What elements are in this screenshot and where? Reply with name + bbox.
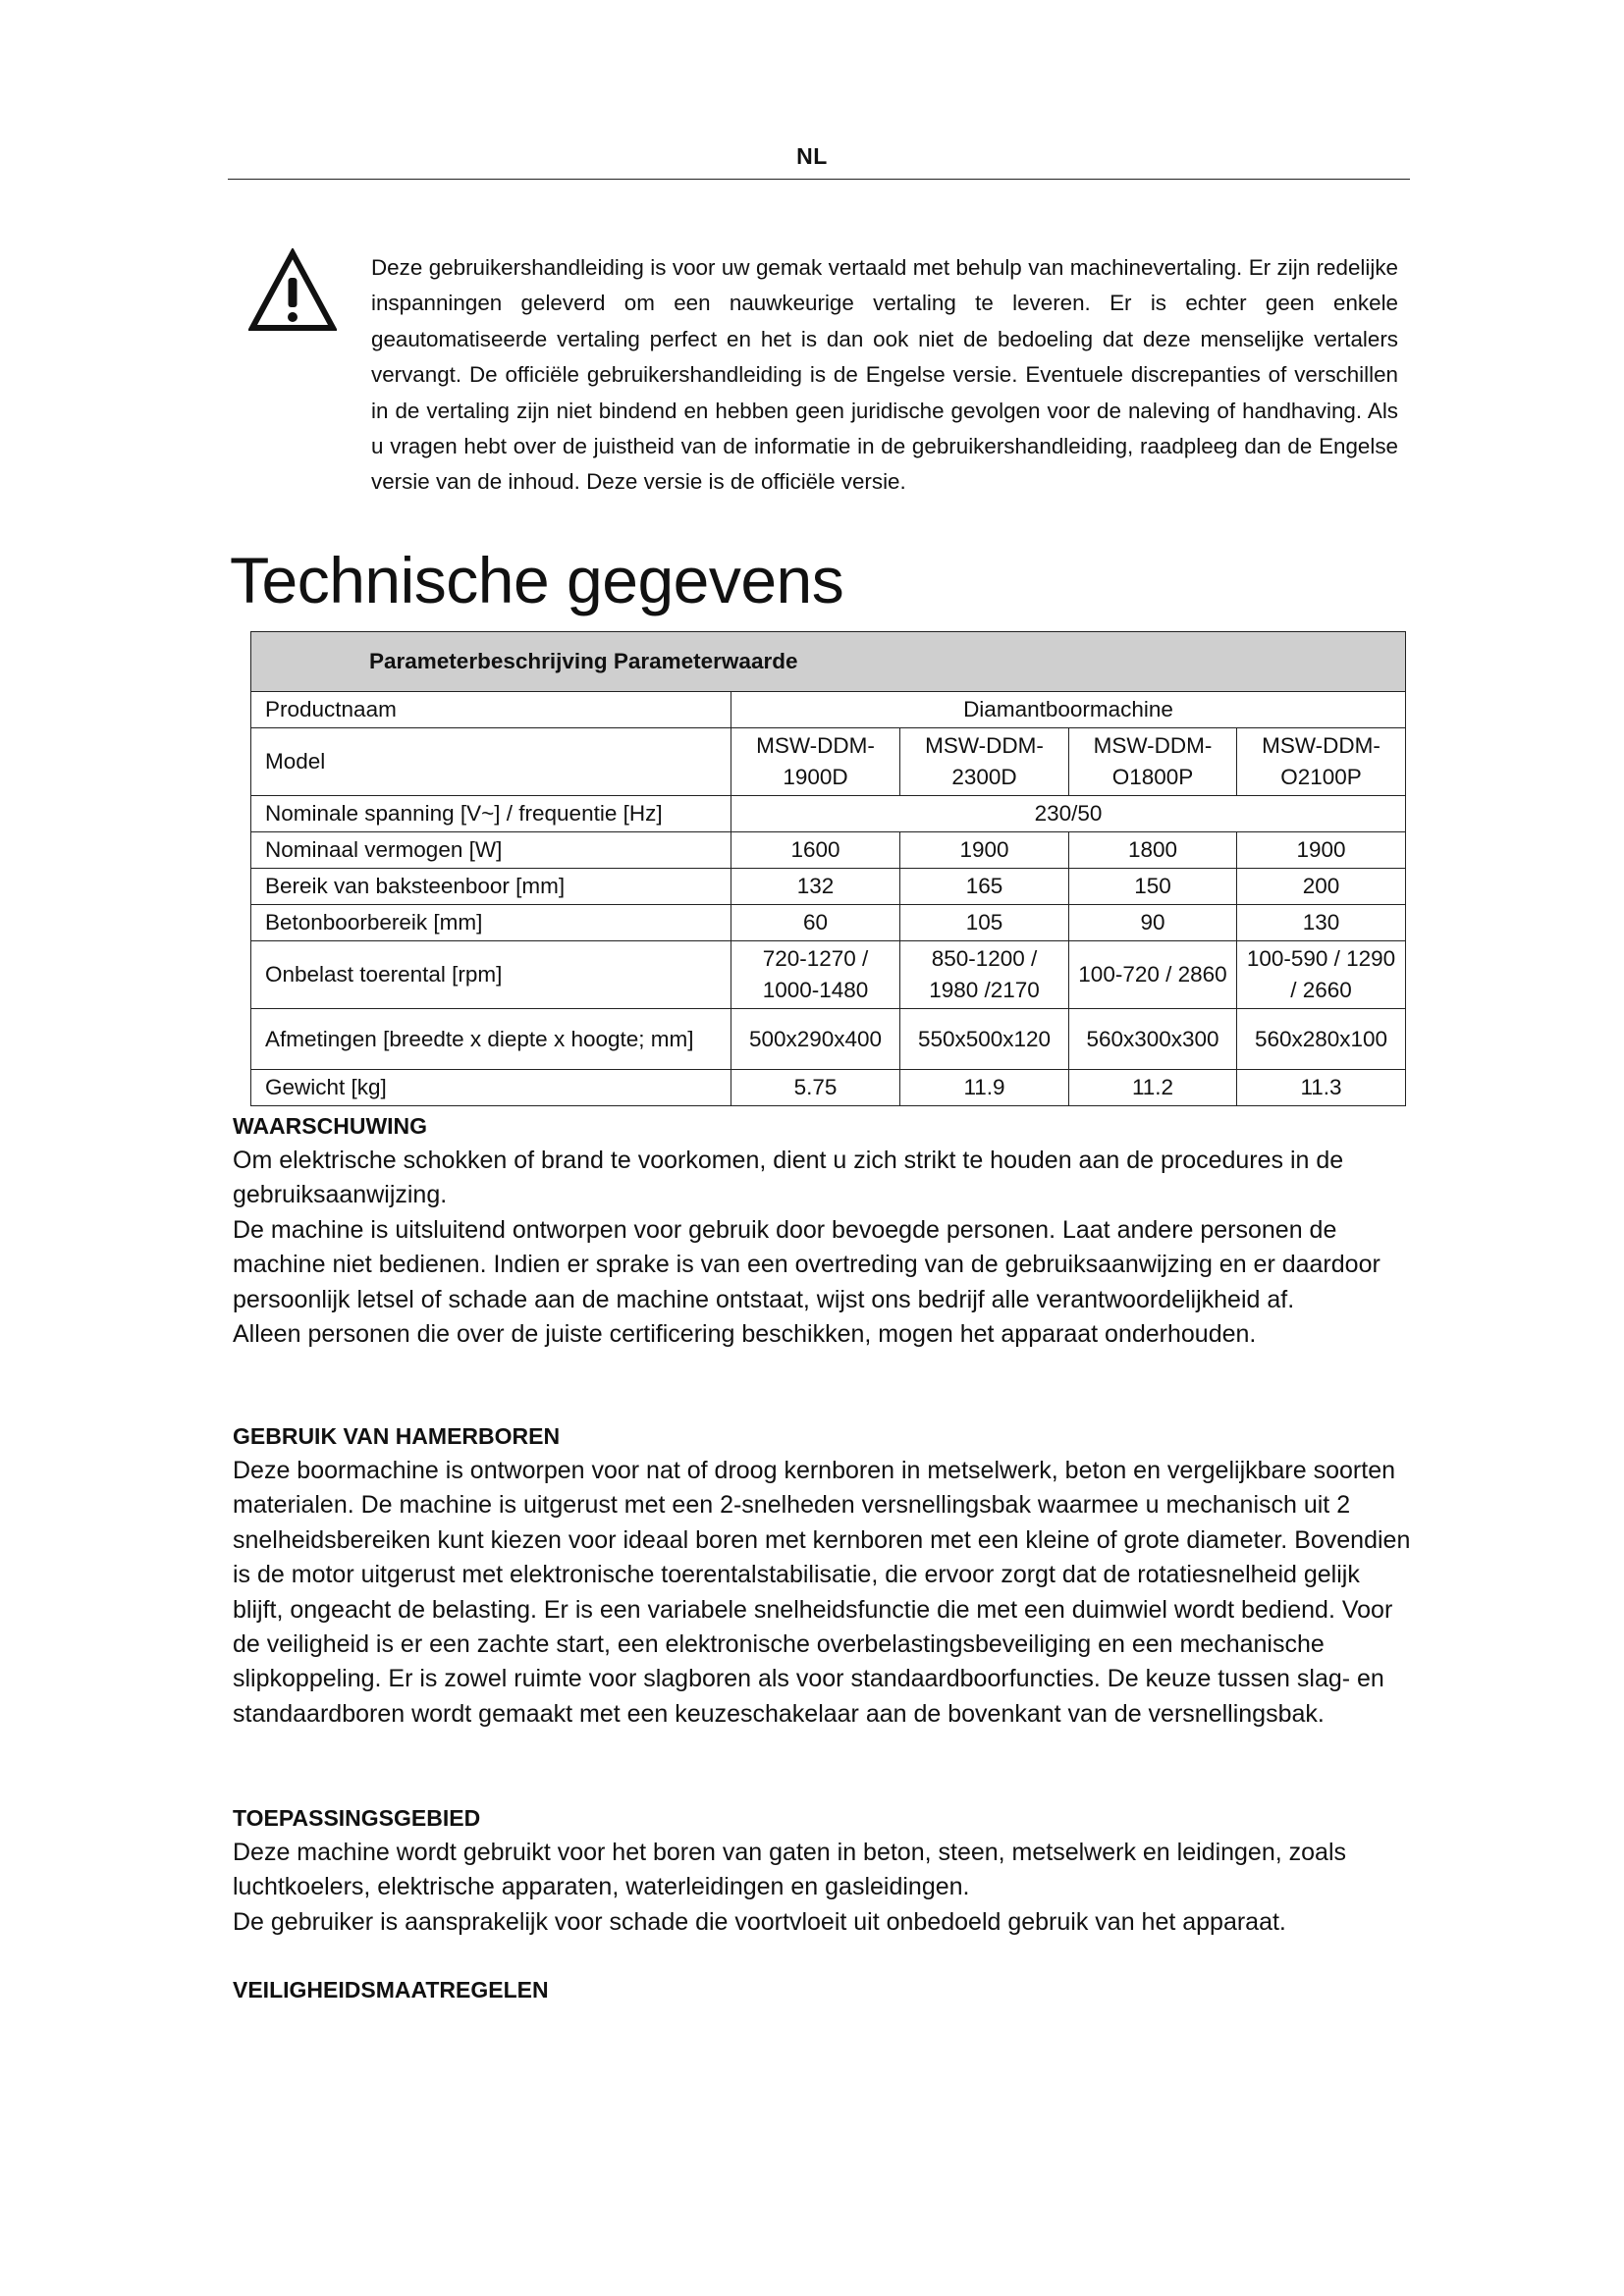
scope-paragraph: Deze machine wordt gebruikt voor het boren van gaten in beton, steen, metselwerk en leidingen, zoals luchtkoelers, elektrische apparaten, waterleidingen en gasleidingen.: [233, 1839, 1346, 1901]
table-row: [251, 796, 1406, 832]
header-divider: [228, 179, 1410, 180]
row-label-product-name: Productnaam: [251, 692, 731, 728]
row-label-power: Nominaal vermogen [W]: [251, 832, 731, 869]
scope-heading: TOEPASSINGSGEBIED: [233, 1805, 481, 1831]
model-value: MSW-DDM-1900D: [731, 728, 900, 796]
idle-speed-value: 850-1200 / 1980 /2170: [900, 941, 1069, 1009]
model-value: MSW-DDM-O1800P: [1069, 728, 1237, 796]
weight-value: 5.75: [731, 1070, 900, 1106]
table-row: [251, 728, 1406, 796]
model-value: MSW-DDM-O2100P: [1237, 728, 1406, 796]
power-value: 1900: [900, 832, 1069, 869]
row-label-weight: Gewicht [kg]: [251, 1070, 731, 1106]
warning-triangle-icon: [248, 248, 337, 333]
safety-heading: VEILIGHEIDSMAATREGELEN: [233, 1977, 549, 2002]
usage-heading: GEBRUIK VAN HAMERBOREN: [233, 1423, 561, 1449]
brick-range-value: 150: [1069, 869, 1237, 905]
table-row: [251, 1070, 1406, 1106]
translation-disclaimer: Deze gebruikershandleiding is voor uw gemak vertaald met behulp van machinevertaling. Er zijn redelijke inspanningen geleverd om een nauwkeurige vertaling te leveren. Er is echter geen enkele geautomatiseerde vertaling perfect en het is dan ook niet de bedoeling dat deze menselijke vertalers vervangt. De officiële gebruikershandleiding is de Engelse versie. Eventuele discrepanties of verschillen in de vertaling zijn niet bindend en hebben geen juridische gevolgen voor de naleving of handhaving. Als u vragen hebt over de juistheid van de informatie in de gebruikershandleiding, raadpleeg dan de Engelse versie van de inhoud. Deze versie is de officiële versie.: [371, 255, 1398, 495]
power-value: 1600: [731, 832, 900, 869]
usage-paragraph: Deze boormachine is ontworpen voor nat of droog kernboren in metselwerk, beton en vergelijkbare soorten materialen. De machine is uitgerust met een 2-snelheden versnellingsbak waarmee u mechanisch uit 2 snelheidsbereiken kunt kiezen voor ideaal boren met kernboren met een kleine of grote diameter. Bovendien is de motor uitgerust met elektronische toerentalstabilisatie, die ervoor zorgt dat de rotatiesnelheid gelijk blijft, ongeacht de belasting. Er is een variabele snelheidsfunctie die met een duimwiel wordt bediend. Voor de veiligheid is er een zachte start, een elektronische overbelastingsbeveiliging en een mechanische slipkoppeling. Er is zowel ruimte voor slagboren als voor standaardboorfuncties. De keuze tussen slag- en standaardboren wordt gemaakt met een keuzeschakelaar aan de bovenkant van de versnellingsbak.: [233, 1457, 1411, 1728]
brick-range-value: 200: [1237, 869, 1406, 905]
technical-data-table: [250, 631, 1406, 1106]
page-language-label: NL: [796, 143, 828, 169]
concrete-range-value: 105: [900, 905, 1069, 941]
warning-heading: WAARSCHUWING: [233, 1113, 428, 1139]
warning-section: [233, 1109, 1411, 1352]
table-header-row: [251, 632, 1406, 692]
voltage-value: 230/50: [731, 796, 1406, 832]
dimensions-value: 500x290x400: [731, 1009, 900, 1070]
usage-section: [233, 1419, 1411, 1732]
warning-paragraph: De machine is uitsluitend ontworpen voor gebruik door bevoegde personen. Laat andere personen de machine niet bedienen. Indien er sprake is van een overtreding van de gebruiksaanwijzing en er daardoor persoonlijk letsel of schade aan de machine ontstaat, wijst ons bedrijf alle verantwoordelijkheid af.: [233, 1215, 1380, 1313]
idle-speed-value: 720-1270 / 1000-1480: [731, 941, 900, 1009]
warning-paragraph: Om elektrische schokken of brand te voorkomen, dient u zich strikt te houden aan de procedures in de gebruiksaanwijzing.: [233, 1147, 1344, 1209]
dimensions-value: 550x500x120: [900, 1009, 1069, 1070]
weight-value: 11.3: [1237, 1070, 1406, 1106]
row-label-concrete-range: Betonboorbereik [mm]: [251, 905, 731, 941]
table-row: [251, 905, 1406, 941]
model-value: MSW-DDM-2300D: [900, 728, 1069, 796]
idle-speed-value: 100-720 / 2860: [1069, 941, 1237, 1009]
dimensions-value: 560x300x300: [1069, 1009, 1237, 1070]
power-value: 1900: [1237, 832, 1406, 869]
dimensions-value: 560x280x100: [1237, 1009, 1406, 1070]
table-row: [251, 692, 1406, 728]
safety-section: [233, 1973, 1411, 2007]
scope-section: [233, 1801, 1411, 1940]
row-label-idle-speed: Onbelast toerental [rpm]: [251, 941, 731, 1009]
row-label-model: Model: [251, 728, 731, 796]
weight-value: 11.9: [900, 1070, 1069, 1106]
table-row: [251, 869, 1406, 905]
concrete-range-value: 60: [731, 905, 900, 941]
product-name-value: Diamantboormachine: [731, 692, 1406, 728]
warning-paragraph: Alleen personen die over de juiste certificering beschikken, mogen het apparaat onderhouden.: [233, 1320, 1257, 1349]
table-row: [251, 1009, 1406, 1070]
concrete-range-value: 90: [1069, 905, 1237, 941]
page-title: Technische gegevens: [230, 544, 844, 616]
brick-range-value: 165: [900, 869, 1069, 905]
row-label-dimensions: Afmetingen [breedte x diepte x hoogte; mm]: [251, 1009, 731, 1070]
scope-paragraph: De gebruiker is aansprakelijk voor schade die voortvloeit uit onbedoeld gebruik van het apparaat.: [233, 1907, 1286, 1936]
idle-speed-value: 100-590 / 1290 / 2660: [1237, 941, 1406, 1009]
table-header: Parameterbeschrijving Parameterwaarde: [251, 632, 1406, 692]
weight-value: 11.2: [1069, 1070, 1237, 1106]
row-label-voltage: Nominale spanning [V~] / frequentie [Hz]: [251, 796, 731, 832]
table-row: [251, 941, 1406, 1009]
power-value: 1800: [1069, 832, 1237, 869]
brick-range-value: 132: [731, 869, 900, 905]
row-label-brick-range: Bereik van baksteenboor [mm]: [251, 869, 731, 905]
table-row: [251, 832, 1406, 869]
concrete-range-value: 130: [1237, 905, 1406, 941]
